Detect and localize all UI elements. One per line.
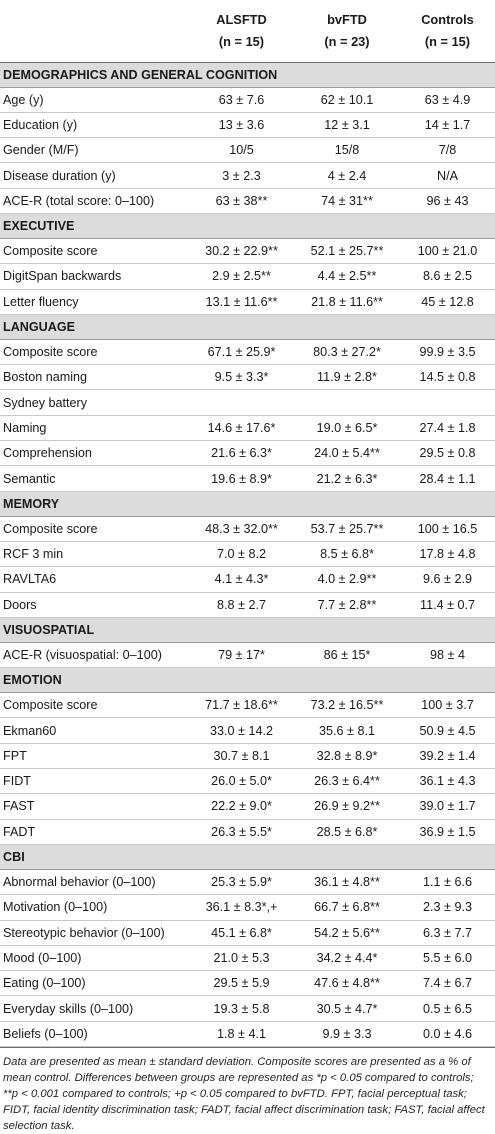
cell-controls: 45 ± 12.8 bbox=[400, 289, 495, 314]
cell-bvftd: 54.2 ± 5.6** bbox=[294, 920, 400, 945]
cell-bvftd: 8.5 ± 6.8* bbox=[294, 541, 400, 566]
cell-bvftd: 4.0 ± 2.9** bbox=[294, 567, 400, 592]
cell-alsftd: 63 ± 38** bbox=[189, 188, 294, 213]
row-label: Composite score bbox=[0, 238, 189, 263]
cell-controls: 9.6 ± 2.9 bbox=[400, 567, 495, 592]
row-label: FIDT bbox=[0, 769, 189, 794]
cell-alsftd: 30.7 ± 8.1 bbox=[189, 743, 294, 768]
table-header bbox=[0, 0, 495, 62]
table-row bbox=[0, 1021, 495, 1046]
cell-controls: 28.4 ± 1.1 bbox=[400, 466, 495, 491]
cell-controls bbox=[400, 390, 495, 415]
cell-controls: 8.6 ± 2.5 bbox=[400, 264, 495, 289]
cell-bvftd: 52.1 ± 25.7** bbox=[294, 238, 400, 263]
row-label: Sydney battery bbox=[0, 390, 189, 415]
table-row bbox=[0, 415, 495, 440]
cell-alsftd: 19.6 ± 8.9* bbox=[189, 466, 294, 491]
cell-bvftd: 7.7 ± 2.8** bbox=[294, 592, 400, 617]
row-label: ACE-R (total score: 0–100) bbox=[0, 188, 189, 213]
cell-bvftd: 86 ± 15* bbox=[294, 642, 400, 667]
section-header bbox=[0, 668, 495, 693]
header-controls: Controls bbox=[421, 12, 474, 27]
cell-controls: 36.9 ± 1.5 bbox=[400, 819, 495, 844]
row-label: Letter fluency bbox=[0, 289, 189, 314]
table-row bbox=[0, 112, 495, 137]
table-row bbox=[0, 441, 495, 466]
cell-bvftd: 74 ± 31** bbox=[294, 188, 400, 213]
table-body bbox=[0, 62, 495, 1047]
cell-bvftd bbox=[294, 390, 400, 415]
cell-controls: 0.5 ± 6.5 bbox=[400, 996, 495, 1021]
cell-alsftd bbox=[189, 390, 294, 415]
cell-bvftd: 32.8 ± 8.9* bbox=[294, 743, 400, 768]
cell-controls: 14.5 ± 0.8 bbox=[400, 365, 495, 390]
row-label: Beliefs (0–100) bbox=[0, 1021, 189, 1046]
table-row bbox=[0, 819, 495, 844]
cell-bvftd: 4.4 ± 2.5** bbox=[294, 264, 400, 289]
table-row bbox=[0, 466, 495, 491]
cell-controls: 50.9 ± 4.5 bbox=[400, 718, 495, 743]
cell-bvftd: 21.2 ± 6.3* bbox=[294, 466, 400, 491]
cell-controls: 27.4 ± 1.8 bbox=[400, 415, 495, 440]
cell-alsftd: 3 ± 2.3 bbox=[189, 163, 294, 188]
row-label: Motivation (0–100) bbox=[0, 895, 189, 920]
table-row bbox=[0, 238, 495, 263]
cell-controls: 0.0 ± 4.6 bbox=[400, 1021, 495, 1046]
cell-bvftd: 62 ± 10.1 bbox=[294, 87, 400, 112]
table-row bbox=[0, 895, 495, 920]
cell-bvftd: 21.8 ± 11.6** bbox=[294, 289, 400, 314]
cell-alsftd: 29.5 ± 5.9 bbox=[189, 971, 294, 996]
cell-alsftd: 9.5 ± 3.3* bbox=[189, 365, 294, 390]
row-label: RAVLTA6 bbox=[0, 567, 189, 592]
cell-controls: 99.9 ± 3.5 bbox=[400, 339, 495, 364]
row-label: Stereotypic behavior (0–100) bbox=[0, 920, 189, 945]
table-row bbox=[0, 592, 495, 617]
cell-alsftd: 1.8 ± 4.1 bbox=[189, 1021, 294, 1046]
cell-bvftd: 28.5 ± 6.8* bbox=[294, 819, 400, 844]
table-row bbox=[0, 390, 495, 415]
section-title: EXECUTIVE bbox=[0, 213, 495, 238]
section-header bbox=[0, 491, 495, 516]
cell-bvftd: 4 ± 2.4 bbox=[294, 163, 400, 188]
row-label: Age (y) bbox=[0, 87, 189, 112]
row-label: Doors bbox=[0, 592, 189, 617]
section-title: CBI bbox=[0, 844, 495, 869]
table-row bbox=[0, 971, 495, 996]
cell-controls: 39.2 ± 1.4 bbox=[400, 743, 495, 768]
cell-controls: 39.0 ± 1.7 bbox=[400, 794, 495, 819]
section-header bbox=[0, 844, 495, 869]
cell-bvftd: 73.2 ± 16.5** bbox=[294, 693, 400, 718]
table-row bbox=[0, 188, 495, 213]
table-row bbox=[0, 769, 495, 794]
row-label: Education (y) bbox=[0, 112, 189, 137]
section-title: VISUOSPATIAL bbox=[0, 617, 495, 642]
section-header bbox=[0, 213, 495, 238]
cell-alsftd: 7.0 ± 8.2 bbox=[189, 541, 294, 566]
table-row bbox=[0, 567, 495, 592]
cell-controls: N/A bbox=[400, 163, 495, 188]
cell-bvftd: 36.1 ± 4.8** bbox=[294, 869, 400, 894]
table-row bbox=[0, 920, 495, 945]
table-row bbox=[0, 718, 495, 743]
cell-controls: 100 ± 3.7 bbox=[400, 693, 495, 718]
row-label: FPT bbox=[0, 743, 189, 768]
cell-controls: 100 ± 16.5 bbox=[400, 516, 495, 541]
cell-bvftd: 26.3 ± 6.4** bbox=[294, 769, 400, 794]
table-row bbox=[0, 138, 495, 163]
row-label: Gender (M/F) bbox=[0, 138, 189, 163]
cell-bvftd: 26.9 ± 9.2** bbox=[294, 794, 400, 819]
cell-alsftd: 45.1 ± 6.8* bbox=[189, 920, 294, 945]
table-row bbox=[0, 365, 495, 390]
cell-controls: 100 ± 21.0 bbox=[400, 238, 495, 263]
cell-bvftd: 66.7 ± 6.8** bbox=[294, 895, 400, 920]
cell-alsftd: 36.1 ± 8.3*,+ bbox=[189, 895, 294, 920]
table-row bbox=[0, 541, 495, 566]
cell-bvftd: 47.6 ± 4.8** bbox=[294, 971, 400, 996]
row-label: FADT bbox=[0, 819, 189, 844]
table-row bbox=[0, 264, 495, 289]
cell-alsftd: 2.9 ± 2.5** bbox=[189, 264, 294, 289]
row-label: Comprehension bbox=[0, 441, 189, 466]
row-label: Disease duration (y) bbox=[0, 163, 189, 188]
cell-alsftd: 21.6 ± 6.3* bbox=[189, 441, 294, 466]
header-empty-2 bbox=[0, 32, 189, 62]
cell-alsftd: 13 ± 3.6 bbox=[189, 112, 294, 137]
footnote: Data are presented as mean ± standard deviation. Composite scores are presented as a % of mean control. Differences between groups are represented as *p < 0.05 compared to controls; **p < 0.001 compared to controls; +p < 0.05 compared to bvFTD. FPT, facial perceptual task; FIDT, facial identity discrimination task; FADT, facial affect discrimination task; FAST, facial affect selection task. bbox=[0, 1047, 495, 1134]
cell-alsftd: 79 ± 17* bbox=[189, 642, 294, 667]
cell-controls: 29.5 ± 0.8 bbox=[400, 441, 495, 466]
table-row bbox=[0, 87, 495, 112]
cell-controls: 11.4 ± 0.7 bbox=[400, 592, 495, 617]
cell-bvftd: 11.9 ± 2.8* bbox=[294, 365, 400, 390]
row-label: Composite score bbox=[0, 516, 189, 541]
cell-alsftd: 22.2 ± 9.0* bbox=[189, 794, 294, 819]
table-row bbox=[0, 339, 495, 364]
row-label: RCF 3 min bbox=[0, 541, 189, 566]
section-header bbox=[0, 617, 495, 642]
cell-controls: 96 ± 43 bbox=[400, 188, 495, 213]
table-row bbox=[0, 869, 495, 894]
cell-controls: 17.8 ± 4.8 bbox=[400, 541, 495, 566]
row-label: Abnormal behavior (0–100) bbox=[0, 869, 189, 894]
section-title: DEMOGRAPHICS AND GENERAL COGNITION bbox=[0, 62, 495, 87]
cell-bvftd: 15/8 bbox=[294, 138, 400, 163]
cell-alsftd: 63 ± 7.6 bbox=[189, 87, 294, 112]
header-empty bbox=[0, 0, 189, 32]
cell-controls: 14 ± 1.7 bbox=[400, 112, 495, 137]
cell-controls: 7.4 ± 6.7 bbox=[400, 971, 495, 996]
cell-alsftd: 48.3 ± 32.0** bbox=[189, 516, 294, 541]
row-label: FAST bbox=[0, 794, 189, 819]
cell-controls: 6.3 ± 7.7 bbox=[400, 920, 495, 945]
row-label: Naming bbox=[0, 415, 189, 440]
cell-alsftd: 14.6 ± 17.6* bbox=[189, 415, 294, 440]
cell-controls: 36.1 ± 4.3 bbox=[400, 769, 495, 794]
cell-bvftd: 53.7 ± 25.7** bbox=[294, 516, 400, 541]
row-label: Composite score bbox=[0, 339, 189, 364]
cell-bvftd: 12 ± 3.1 bbox=[294, 112, 400, 137]
table-row bbox=[0, 693, 495, 718]
row-label: ACE-R (visuospatial: 0–100) bbox=[0, 642, 189, 667]
cell-alsftd: 71.7 ± 18.6** bbox=[189, 693, 294, 718]
cell-bvftd: 9.9 ± 3.3 bbox=[294, 1021, 400, 1046]
cell-alsftd: 26.0 ± 5.0* bbox=[189, 769, 294, 794]
cell-alsftd: 13.1 ± 11.6** bbox=[189, 289, 294, 314]
cell-alsftd: 67.1 ± 25.9* bbox=[189, 339, 294, 364]
cell-alsftd: 10/5 bbox=[189, 138, 294, 163]
header-alsftd: ALSFTD bbox=[216, 12, 267, 27]
table-row bbox=[0, 996, 495, 1021]
row-label: Everyday skills (0–100) bbox=[0, 996, 189, 1021]
header-bvftd: bvFTD bbox=[327, 12, 367, 27]
cell-controls: 5.5 ± 6.0 bbox=[400, 945, 495, 970]
cell-bvftd: 24.0 ± 5.4** bbox=[294, 441, 400, 466]
table-row bbox=[0, 289, 495, 314]
row-label: Boston naming bbox=[0, 365, 189, 390]
header-controls-n: (n = 15) bbox=[400, 32, 495, 62]
cell-alsftd: 8.8 ± 2.7 bbox=[189, 592, 294, 617]
row-label: DigitSpan backwards bbox=[0, 264, 189, 289]
cell-controls: 63 ± 4.9 bbox=[400, 87, 495, 112]
table-row bbox=[0, 516, 495, 541]
cell-alsftd: 30.2 ± 22.9** bbox=[189, 238, 294, 263]
table-row bbox=[0, 743, 495, 768]
row-label: Mood (0–100) bbox=[0, 945, 189, 970]
section-title: LANGUAGE bbox=[0, 314, 495, 339]
cell-controls: 2.3 ± 9.3 bbox=[400, 895, 495, 920]
table-row bbox=[0, 794, 495, 819]
cell-alsftd: 33.0 ± 14.2 bbox=[189, 718, 294, 743]
cell-alsftd: 21.0 ± 5.3 bbox=[189, 945, 294, 970]
cell-alsftd: 26.3 ± 5.5* bbox=[189, 819, 294, 844]
cell-bvftd: 35.6 ± 8.1 bbox=[294, 718, 400, 743]
row-label: Ekman60 bbox=[0, 718, 189, 743]
header-bvftd-n: (n = 23) bbox=[294, 32, 400, 62]
table-row bbox=[0, 945, 495, 970]
section-header bbox=[0, 314, 495, 339]
cell-bvftd: 19.0 ± 6.5* bbox=[294, 415, 400, 440]
cell-controls: 1.1 ± 6.6 bbox=[400, 869, 495, 894]
row-label: Semantic bbox=[0, 466, 189, 491]
section-header bbox=[0, 62, 495, 87]
cell-alsftd: 25.3 ± 5.9* bbox=[189, 869, 294, 894]
cell-alsftd: 4.1 ± 4.3* bbox=[189, 567, 294, 592]
row-label: Composite score bbox=[0, 693, 189, 718]
cell-alsftd: 19.3 ± 5.8 bbox=[189, 996, 294, 1021]
section-title: MEMORY bbox=[0, 491, 495, 516]
cell-controls: 7/8 bbox=[400, 138, 495, 163]
cell-controls: 98 ± 4 bbox=[400, 642, 495, 667]
cell-bvftd: 80.3 ± 27.2* bbox=[294, 339, 400, 364]
table-row bbox=[0, 642, 495, 667]
header-alsftd-n: (n = 15) bbox=[189, 32, 294, 62]
table-row bbox=[0, 163, 495, 188]
row-label: Eating (0–100) bbox=[0, 971, 189, 996]
cell-bvftd: 34.2 ± 4.4* bbox=[294, 945, 400, 970]
section-title: EMOTION bbox=[0, 668, 495, 693]
cell-bvftd: 30.5 ± 4.7* bbox=[294, 996, 400, 1021]
